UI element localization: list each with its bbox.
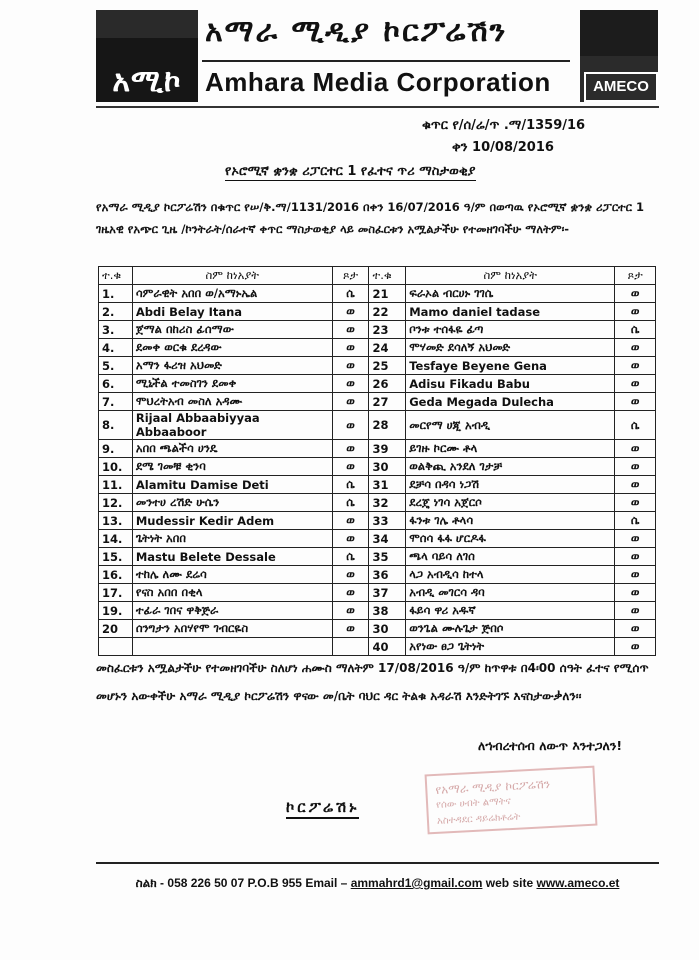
candidate-name: ተከሌ ለሙ ደሬሳ [132,566,332,584]
table-row [99,566,656,584]
row-number: 5. [99,357,133,375]
candidate-table [98,266,656,656]
row-number: 10. [99,458,133,476]
row-number: 23 [369,321,406,339]
candidate-name: የናስ አበበ በቂላ [132,584,332,602]
table-row [99,494,656,512]
row-number [99,638,133,656]
candidate-name: አበበ ጫልችሳ ሀንዴ [132,440,332,458]
candidate-gender: ወ [332,458,369,476]
footer-pob: P.O.B 955 [247,876,302,890]
candidate-name: Mastu Belete Dessale [132,548,332,566]
footer-rule [96,862,659,864]
table-row [99,530,656,548]
logo-band [96,10,198,38]
candidate-gender: ሴ [332,494,369,512]
header-name: ስም ከነአያት [406,267,615,285]
candidate-gender: ወ [332,303,369,321]
candidate-name: ሞሰሳ ፋፋ ሆርዶፋ [406,530,615,548]
candidate-gender [332,638,369,656]
ameco-logo-right [580,10,658,102]
table-row [99,620,656,638]
candidate-gender: ወ [615,440,656,458]
candidate-gender: ወ [615,393,656,411]
candidate-name: ደቻሳ በዳሳ ነጋሽ [406,476,615,494]
candidate-gender: ሴ [332,548,369,566]
table-row [99,339,656,357]
candidate-gender: ወ [332,602,369,620]
row-number: 30 [369,620,406,638]
candidate-name: ሳምራዊት አበበ ወ/አማኑኤል [132,285,332,303]
candidate-gender: ወ [332,620,369,638]
candidate-gender: ወ [615,458,656,476]
header-name: ስም ከነአያት [132,267,332,285]
candidate-name: መርየማ ሀጂ አብዲ [406,411,615,440]
row-number: 25 [369,357,406,375]
official-stamp [425,766,598,835]
row-number: 34 [369,530,406,548]
candidate-gender: ወ [615,494,656,512]
table-row [99,638,656,656]
candidate-name: ፋንቱ ገሌ ቶላሳ [406,512,615,530]
candidate-gender: ወ [615,375,656,393]
candidate-name: ደሜ ገመቹ ቂንባ [132,458,332,476]
candidate-name: Abdi Belay Itana [132,303,332,321]
closing-slogan: ለኀብረተሰብ ለውጥ እንተጋለን! [478,738,623,753]
table-row [99,411,656,440]
table-row [99,548,656,566]
table-row [99,357,656,375]
footer-email-label: Email – [305,876,348,890]
row-number: 33 [369,512,406,530]
candidate-gender: ወ [615,285,656,303]
ameco-logo-left [96,10,198,102]
candidate-name: ሰንግታን አበሃየሞ ገብርዬስ [132,620,332,638]
row-number: 14. [99,530,133,548]
footer-phone: ስልክ - 058 226 50 07 [135,876,245,890]
table-body [99,285,656,656]
row-number: 37 [369,584,406,602]
organization-signature: ኮርፖሬሽኑ [286,798,359,819]
table-row [99,375,656,393]
row-number: 31 [369,476,406,494]
logo-right-band [580,10,658,56]
candidate-name: ሚኒችል ተመስገን ደመቀ [132,375,332,393]
candidate-gender: ወ [615,357,656,375]
candidate-gender: ወ [332,566,369,584]
candidate-name: ጀማል በከሪስ ፊሰማው [132,321,332,339]
candidate-gender: ወ [332,357,369,375]
header-no: ተ.ቁ [99,267,133,285]
table-row [99,512,656,530]
footer-contact [96,876,659,891]
candidate-gender: ሴ [332,285,369,303]
candidate-gender: ወ [332,339,369,357]
table-row [99,393,656,411]
row-number: 22 [369,303,406,321]
candidate-gender: ወ [332,512,369,530]
candidate-gender: ሴ [332,476,369,494]
candidate-gender: ወ [332,411,369,440]
table-row [99,285,656,303]
logo-left-text: አሚኮ [112,64,182,99]
row-number: 20 [99,620,133,638]
candidate-gender: ወ [332,584,369,602]
candidate-name: ወንጌል ሙሉጌታ ጅበሶ [406,620,615,638]
row-number: 2. [99,303,133,321]
footer-email-link[interactable]: ammahrd1@gmail.com [350,876,483,890]
reference-date: ቀን 10/08/2016 [452,140,554,155]
table-row [99,440,656,458]
header-rule [96,106,659,108]
row-number: 26 [369,375,406,393]
candidate-name: Tesfaye Beyene Gena [406,357,615,375]
candidate-gender: ወ [332,440,369,458]
row-number: 11. [99,476,133,494]
row-number: 16. [99,566,133,584]
candidate-name: Mudessir Kedir Adem [132,512,332,530]
candidate-name: ሞህረትአብ መስለ አዳሙ [132,393,332,411]
row-number: 30 [369,458,406,476]
candidate-gender: ወ [615,638,656,656]
candidate-name: ወልቅጪ አንደለ ገታቻ [406,458,615,476]
candidate-gender: ወ [615,602,656,620]
candidate-name: ፋይሳ ዋሪ አዱኛ [406,602,615,620]
intro-paragraph: የአማራ ሚዲያ ኮርፖሬሽን በቁጥር የሠ/ቅ.ማ/1131/2016 በቀን 16/07/2016 ዓ/ም በወጣዉ የኦሮሚኛ ቋንቋ ሪፓርተር 1 ገዜአዊ የአጭር ጊዜ /ኮንትራት/ሰራተኛ ቀጥር ማስታወቂያ ላይ መስፈርቱን አሟልታችሁ የተመዘገባችሁ ማለትም፡- [96,200,644,236]
candidate-name: አየነው ፀጋ ጌትነት [406,638,615,656]
candidate-gender: ወ [615,476,656,494]
logo-right-text: AMECO [584,72,658,102]
row-number: 38 [369,602,406,620]
candidate-name: አማን ፋሪዝ አህመድ [132,357,332,375]
closing-paragraph: መስፈርቱን አሟልታችሁ የተመዘገባችሁ ስለሆነ ሐሙስ ማለትም 17/08/2016 ዓ/ም ከጥዋቱ በ4፡00 ሰዓት ፈተና የሚሰጥ መሆኑን አውቀችሁ አማራ ሚዲያ ኮርፖሬሽን ዋናው መ/ቤት ባህር ዳር ትልቁ አዳራሽ እንድትገኙ እናስታውቃለን፡፡ [96,661,649,703]
row-number: 7. [99,393,133,411]
header-title-english: Amhara Media Corporation [205,67,551,97]
candidate-name: ደረጄ ነገሳ አጀርሶ [406,494,615,512]
candidate-gender: ወ [332,321,369,339]
row-number: 13. [99,512,133,530]
row-number: 27 [369,393,406,411]
row-number: 17. [99,584,133,602]
candidate-name: ይገዙ ኮርሙ ቶላ [406,440,615,458]
candidate-name: Adisu Fikadu Babu [406,375,615,393]
row-number: 32 [369,494,406,512]
candidate-name: ደመቀ ወርቁ ደረዳው [132,339,332,357]
candidate-name: መንተሀ ረሽድ ሁሴን [132,494,332,512]
candidate-gender: ወ [615,566,656,584]
stamp-line-2: የሰው ሀብት ልማትና [435,796,512,811]
row-number: 40 [369,638,406,656]
candidate-name: ላጋ አብዲሳ ከተላ [406,566,615,584]
candidate-name: Geda Megada Dulecha [406,393,615,411]
reference-number: ቁጥር የ/ሰ/ሬ/ጥ .ማ/1359/16 [422,118,586,133]
table-row [99,584,656,602]
notice-title: የኦሮሚኛ ቋንቋ ሪፓርተር 1 የፈተና ጥሪ ማስታወቂያ [225,164,476,179]
footer-website-link[interactable]: www.ameco.et [536,876,620,890]
candidate-name: አብዲ መገርሳ ዳባ [406,584,615,602]
candidate-gender: ወ [615,584,656,602]
row-number: 39 [369,440,406,458]
row-number: 1. [99,285,133,303]
header-title-amharic: አማራ ሚዲያ ኮርፖሬሽን [205,14,508,49]
row-number: 8. [99,411,133,440]
row-number: 36 [369,566,406,584]
table-header-row [99,267,656,285]
candidate-name: Mamo daniel tadase [406,303,615,321]
candidate-name: Rijaal Abbaabiyyaa Abbaaboor [132,411,332,440]
candidate-gender: ወ [615,303,656,321]
table-row [99,321,656,339]
row-number: 35 [369,548,406,566]
candidate-gender: ሴ [615,321,656,339]
row-number: 3. [99,321,133,339]
candidate-gender: ወ [332,375,369,393]
table-row [99,602,656,620]
candidate-name: ተፊራ ገበና ዋቅጅራ [132,602,332,620]
candidate-name: Alamitu Damise Deti [132,476,332,494]
candidate-gender: ወ [615,530,656,548]
row-number: 19. [99,602,133,620]
candidate-gender: ወ [332,393,369,411]
candidate-name: ሞሃመድ ደሳለኝ አህመድ [406,339,615,357]
candidate-name: ጌትነት አበበ [132,530,332,548]
row-number: 12. [99,494,133,512]
candidate-gender: ሴ [615,512,656,530]
candidate-name: ፍራኦል ብርሀኑ ገገሴ [406,285,615,303]
header-divider [202,60,570,62]
row-number: 28 [369,411,406,440]
stamp-line-3: አስተዳደር ዳይሬክቶሬት [436,811,521,827]
stamp-line-1: የአማራ ሚዲያ ኮርፖሬሽን [435,776,551,797]
row-number: 6. [99,375,133,393]
row-number: 24 [369,339,406,357]
candidate-gender: ወ [332,530,369,548]
candidate-name: ቦንቱ ተሰፋዬ ፊጣ [406,321,615,339]
table-row [99,476,656,494]
candidate-gender: ሴ [615,411,656,440]
row-number: 21 [369,285,406,303]
candidate-gender: ወ [615,620,656,638]
footer-web-label: web site [485,876,534,890]
header-no: ተ.ቁ [369,267,406,285]
header-gender: ጾታ [332,267,369,285]
candidate-name [132,638,332,656]
row-number: 9. [99,440,133,458]
candidate-gender: ወ [615,339,656,357]
row-number: 15. [99,548,133,566]
header-gender: ጾታ [615,267,656,285]
candidate-gender: ወ [615,548,656,566]
table-row [99,458,656,476]
row-number: 4. [99,339,133,357]
candidate-name: ጫላ ባይሳ ለገሰ [406,548,615,566]
table-row [99,303,656,321]
